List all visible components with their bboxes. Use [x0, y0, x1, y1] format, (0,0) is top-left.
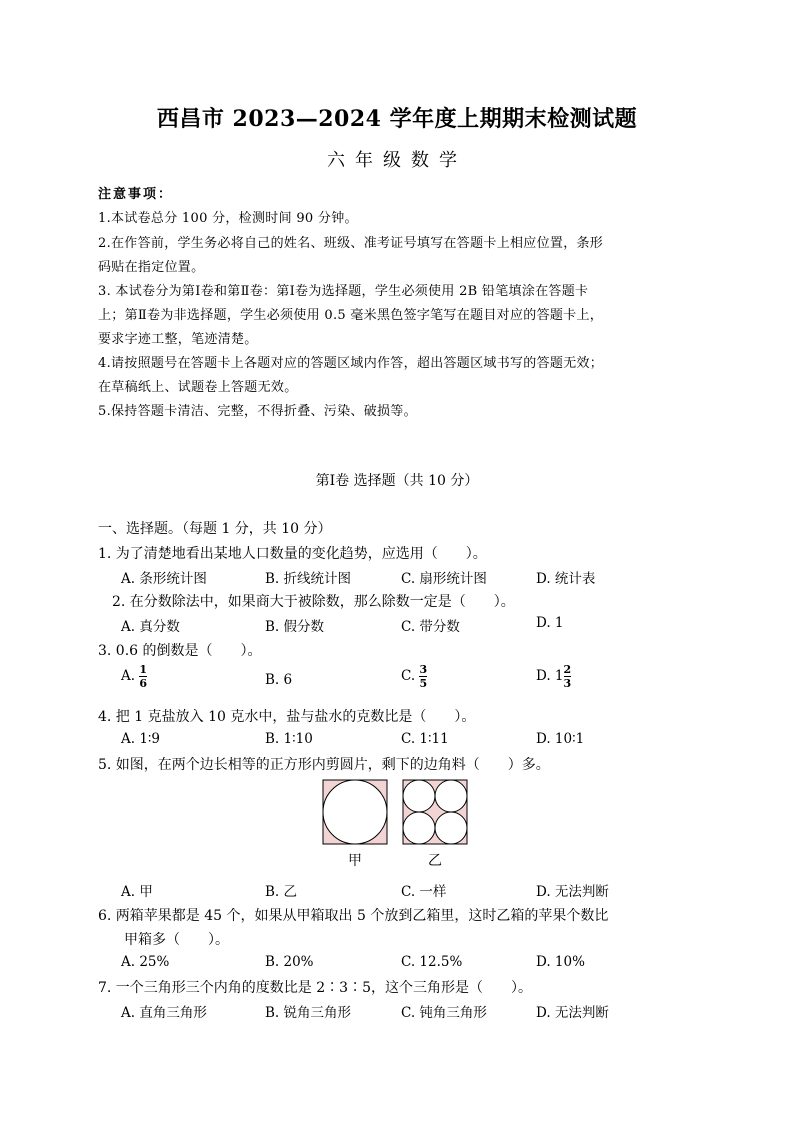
figure-jia	[323, 780, 387, 844]
option-b: B. 20%	[265, 954, 314, 970]
question-stem: 2. 在分数除法中，如果商大于被除数，那么除数一定是（ ）。	[112, 594, 515, 610]
note-line: 在草稿纸上、试题卷上答题无效。	[98, 380, 298, 395]
option-b: B. 折线统计图	[265, 571, 352, 587]
note-line: 要求字迹工整，笔迹清楚。	[98, 332, 258, 347]
page-subtitle: 六年级数学	[327, 150, 467, 171]
option-b: B. 6	[265, 672, 293, 688]
option-a	[121, 664, 147, 689]
question-stem-continued: 甲箱多（ ）。	[124, 932, 229, 948]
option-a: A. 25%	[121, 954, 170, 970]
option-b: B. 乙	[265, 884, 298, 900]
fraction-denominator: 3	[563, 677, 572, 690]
fraction-denominator: 5	[419, 677, 428, 690]
option-a: A. 直角三角形	[121, 1005, 207, 1021]
option-a: A. 1∶9	[121, 731, 161, 747]
option-a: A. 甲	[121, 884, 153, 900]
figure-label-yi: 乙	[428, 853, 442, 869]
option-b: B. 1∶10	[265, 731, 313, 747]
note-line: 3. 本试卷分为第Ⅰ卷和第Ⅱ卷：第Ⅰ卷为选择题，学生必须使用 2B 铅笔填涂在答题卡	[98, 284, 589, 299]
page-title: 西昌市 2023—2024 学年度上期期末检测试题	[156, 106, 638, 132]
option-c: C. 一样	[401, 884, 447, 900]
option-b: B. 锐角三角形	[265, 1005, 352, 1021]
option-a: A. 条形统计图	[121, 571, 207, 587]
option-label: D. 1	[536, 668, 564, 684]
fraction-denominator: 6	[139, 677, 147, 690]
question-stem: 3. 0.6 的倒数是（ ）。	[98, 643, 262, 659]
circles-figure	[322, 779, 472, 845]
fraction	[564, 664, 572, 689]
option-c	[401, 664, 427, 689]
section-title: 一、选择题。（每题 1 分，共 10 分）	[98, 521, 332, 537]
option-d: D. 10%	[536, 954, 585, 970]
question-stem: 1. 为了清楚地看出某地人口数量的变化趋势，应选用（ ）。	[98, 546, 487, 562]
option-a: A. 真分数	[121, 619, 180, 635]
option-c: C. 钝角三角形	[401, 1005, 487, 1021]
note-line: 5.保持答题卡清洁、完整，不得折叠、污染、破损等。	[98, 404, 417, 419]
question-stem: 7. 一个三角形三个内角的度数比是 2∶3∶5，这个三角形是（ ）。	[98, 980, 532, 996]
option-b: B. 假分数	[265, 619, 325, 635]
figure-yi	[403, 780, 467, 844]
question-stem: 5. 如图，在两个边长相等的正方形内剪圆片，剩下的边角料（ ）多。	[98, 757, 550, 773]
option-c: C. 1∶11	[401, 731, 449, 747]
option-label: C.	[401, 668, 416, 684]
notes-heading: 注意事项：	[98, 187, 174, 202]
option-c: C. 扇形统计图	[401, 571, 487, 587]
fraction-numerator: 3	[419, 663, 428, 676]
option-d: D. 1	[536, 615, 564, 631]
fraction	[139, 664, 147, 689]
option-d: D. 无法判断	[536, 884, 609, 900]
figure-label-jia: 甲	[348, 853, 362, 869]
option-d: D. 无法判断	[536, 1005, 609, 1021]
option-d: D. 统计表	[536, 571, 596, 587]
option-c: C. 带分数	[401, 619, 460, 635]
question-stem: 4. 把 1 克盐放入 10 克水中，盐与盐水的克数比是（ ）。	[98, 709, 476, 725]
fraction-numerator: 2	[563, 663, 572, 676]
option-label: A.	[121, 668, 136, 684]
part-title: 第Ⅰ卷 选择题（共 10 分）	[315, 473, 479, 489]
fraction	[419, 664, 427, 689]
fraction-numerator: 1	[139, 663, 147, 676]
option-d: D. 10∶1	[536, 731, 585, 747]
note-line: 4.请按照题号在答题卡上各题对应的答题区域内作答，超出答题区域书写的答题无效；	[98, 356, 604, 371]
note-line: 码贴在指定位置。	[98, 260, 205, 275]
note-line: 1.本试卷总分 100 分，检测时间 90 分钟。	[98, 211, 358, 226]
option-c: C. 12.5%	[401, 954, 463, 970]
option-d	[536, 664, 571, 689]
note-line: 上；第Ⅱ卷为非选择题，学生必须使用 0.5 毫米黑色签字笔写在题目对应的答题卡上，	[98, 308, 604, 323]
note-line: 2.在作答前，学生务必将自己的姓名、班级、准考证号填写在答题卡上相应位置，条形	[98, 236, 604, 251]
question-stem: 6. 两箱苹果都是 45 个，如果从甲箱取出 5 个放到乙箱里，这时乙箱的苹果个数比	[98, 908, 609, 924]
